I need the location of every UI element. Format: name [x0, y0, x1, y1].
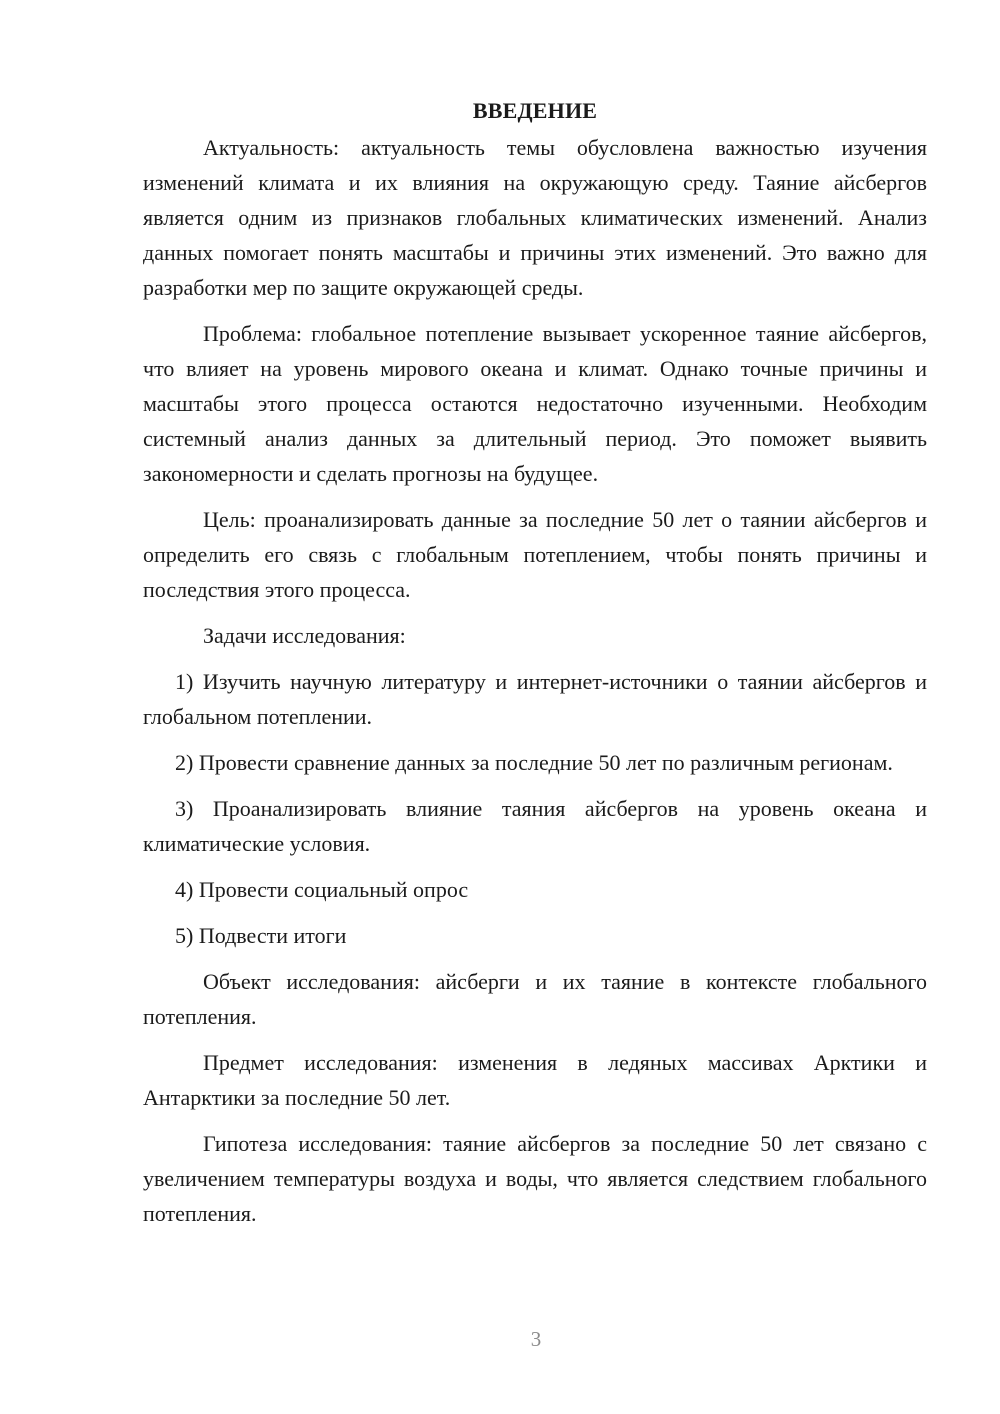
- page-number: 3: [530, 1327, 542, 1351]
- section-title: ВВЕДЕНИЕ: [472, 98, 598, 123]
- task-item-4: 4) Провести социальный опрос: [175, 877, 469, 902]
- task-item-5: 5) Подвести итоги: [175, 923, 347, 948]
- object-paragraph: Объект исследования: айсберги и их таяние в контексте глобального потепления.: [143, 969, 927, 1029]
- task-item-1: 1) Изучить научную литературу и интернет-источники о таянии айсбергов и глобальном потеплении.: [143, 669, 927, 729]
- hypothesis-paragraph: Гипотеза исследования: таяние айсбергов за последние 50 лет связано с увеличением температуры воздуха и воды, что является следствием глобального потепления.: [143, 1131, 927, 1226]
- relevance-paragraph: Актуальность: актуальность темы обусловлена важностью изучения изменений климата и их влияния на окружающую среду. Таяние айсбергов является одним из признаков глобальных климатических изменений. Анализ данных помогает понять масштабы и причины этих изменений. Это важно для разработки мер по защите окружающей среды.: [143, 135, 927, 300]
- subject-paragraph: Предмет исследования: изменения в ледяных массивах Арктики и Антарктики за последние 50 лет.: [143, 1050, 927, 1110]
- task-item-2: 2) Провести сравнение данных за последние 50 лет по различным регионам.: [175, 750, 893, 775]
- document-body: [143, 93, 927, 1231]
- goal-paragraph: Цель: проанализировать данные за последние 50 лет о таянии айсбергов и определить его связь с глобальным потеплением, чтобы понять причины и последствия этого процесса.: [143, 507, 927, 602]
- problem-paragraph: Проблема: глобальное потепление вызывает ускоренное таяние айсбергов, что влияет на уровень мирового океана и климат. Однако точные причины и масштабы этого процесса остаются недостаточно изученными. Необходим системный анализ данных за длительный период. Это поможет выявить закономерности и сделать прогнозы на будущее.: [143, 321, 927, 486]
- task-item-3: 3) Проанализировать влияние таяния айсбергов на уровень океана и климатические условия.: [143, 796, 927, 856]
- tasks-heading: Задачи исследования:: [203, 623, 406, 648]
